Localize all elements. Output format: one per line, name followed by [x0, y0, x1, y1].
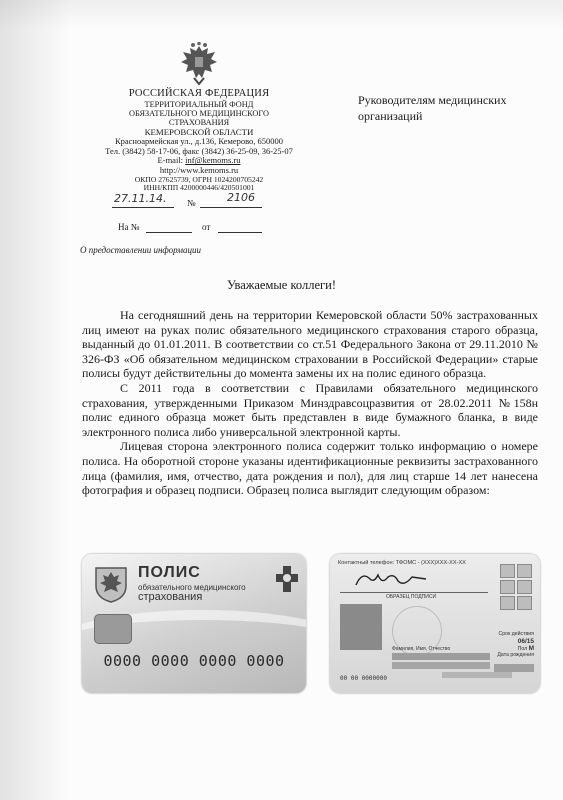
valid-label: Срок действия	[498, 631, 534, 637]
holder-name-redacted	[392, 653, 490, 660]
reply-na-label: На №	[118, 222, 140, 232]
outgoing-date: 27.11.14.	[114, 192, 167, 205]
signature-sample-icon	[352, 569, 432, 591]
card-title: ПОЛИС	[138, 564, 201, 581]
number-underline	[200, 207, 262, 208]
org-name-line1: ТЕРРИТОРИАЛЬНЫЙ ФОНД	[144, 99, 254, 109]
body-paragraph-1: На сегодняшний день на территории Кемеровской области 50% застрахованных лиц имеют на руках полис обязательного медицинского страхования старого образца, выданный до 01.01.2011. В соответствии со ст.51 Федерального Закона от 29.11.2010 № 326-ФЗ «Об обязательном медицинском страховании в Российской Федерации» старые полисы будут действительны до момента замены их на полис единого образца.	[82, 308, 538, 381]
sex-value: М	[528, 645, 534, 653]
scan-shadow	[0, 0, 70, 800]
dob-label: Дата рождения	[497, 652, 534, 659]
policy-card-back	[330, 554, 540, 693]
scan-shadow-top	[0, 0, 563, 30]
org-name-line2: ОБЯЗАТЕЛЬНОГО МЕДИЦИНСКОГО	[129, 109, 269, 119]
letter-subject: О предоставлении информации	[80, 245, 201, 255]
letter-body	[82, 308, 538, 498]
org-email-link[interactable]: inf@kemoms.ru	[185, 155, 241, 166]
signature-label: ОБРАЗЕЦ ПОДПИСИ	[386, 594, 437, 600]
body-paragraph-3: Лицевая сторона электронного полиса содержит только информацию о номере полиса. На оборотной стороне указаны идентификационные реквизиты застрахованного лица (фамилия, имя, отчество, дата рождения и пол), для лиц старше 14 лет нанесена фотография и образец подписи. Образец полиса выглядит следующим образом:	[82, 439, 538, 498]
reply-ot-label: от	[202, 222, 211, 232]
card-bottom-bar	[442, 672, 512, 678]
card-security-grid	[500, 564, 532, 610]
greeting: Уважаемые коллеги!	[227, 278, 336, 292]
card-chip	[94, 614, 132, 644]
org-name-line3: СТРАХОВАНИЯ	[168, 118, 230, 128]
outgoing-number: 2106	[227, 191, 255, 204]
organization-header	[88, 88, 310, 193]
card-number: 0000 0000 0000 0000	[103, 652, 285, 670]
org-country: РОССИЙСКАЯ ФЕДЕРАЦИЯ	[128, 88, 270, 99]
card-subtitle-line1: обязательного медицинского	[138, 583, 246, 592]
card-emblem-icon	[92, 564, 130, 604]
card-details	[490, 632, 534, 659]
org-website[interactable]: http://www.kemoms.ru	[159, 164, 239, 175]
coat-of-arms-icon	[178, 42, 220, 86]
card-subtitle	[138, 584, 246, 604]
org-name-line4: КЕМЕРОВСКОЙ ОБЛАСТИ	[144, 126, 254, 137]
card-subtitle-line2: страхования	[138, 591, 203, 604]
card-serial: 00 00 0000000	[340, 675, 387, 682]
policy-card-front	[82, 554, 306, 693]
medical-cross-icon	[274, 564, 300, 594]
org-inn: ИНН/КПП 4200000446/420501001	[143, 183, 255, 192]
reply-number-field	[146, 232, 192, 233]
org-address: Красноармейская ул., д.136, Кемерово, 650000	[114, 136, 284, 147]
sex-label: Пол	[517, 646, 528, 653]
org-email-label: E-mail:	[157, 155, 186, 166]
body-paragraph-2: С 2011 года в соответствии с Правилами обязательного медицинского страхования, утвержденными Приказом Минздравсоцразвития от 28.02.2011 №158н полис единого образца может быть представлен в виде бумажного бланка, в виде электронного полиса либо универсальной электронной карты.	[82, 380, 538, 439]
reply-date-field	[218, 232, 262, 233]
holder-fio-label: Фамилия, Имя, Отчество	[392, 646, 451, 652]
dob-redacted	[494, 664, 534, 672]
recipient: Руководителям медицинских организаций	[358, 93, 507, 124]
outgoing-no-label: №	[187, 198, 196, 208]
org-okpo: ОКПО 27625739, ОГРН 1024200705242	[134, 174, 264, 184]
holder-photo	[340, 604, 382, 650]
card-hotline: Контактный телефон: ТФОМС - (XXX)XXX-XX-XX	[338, 560, 466, 566]
holder-name-redacted-2	[392, 662, 490, 669]
date-underline	[112, 207, 174, 208]
org-phone: Тел. (3842) 58-17-06, факс (3842) 36-25-09, 36-25-07	[105, 145, 293, 156]
valid-value: 06/15	[517, 637, 534, 645]
